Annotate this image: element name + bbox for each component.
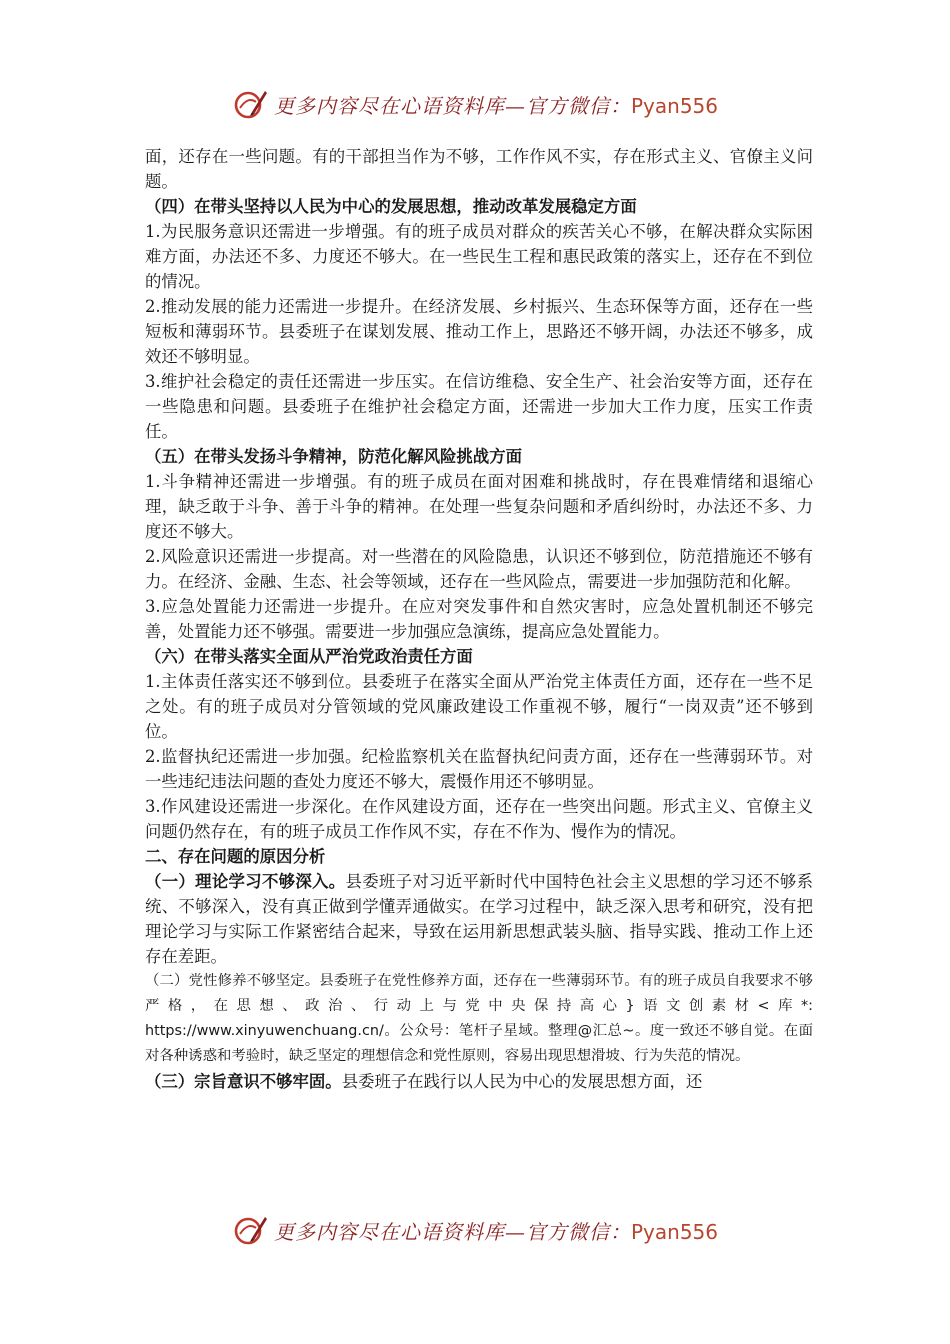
paragraph-text: 3.维护社会稳定的责任还需进一步压实。在信访维稳、安全生产、社会治安等方面，还存在一些隐患和问题。县委班子在维护社会稳定方面，还需进一步加大工作力度，压实工作责任。 xyxy=(145,372,813,441)
wechat-id: Pyan556 xyxy=(630,1219,718,1244)
paragraph-text: 1.主体责任落实还不够到位。县委班子在落实全面从严治党主体责任方面，还存在一些不足之处。有的班子成员对分管领域的党风廉政建设工作重视不够，履行“一岗双责”还不够到位。 xyxy=(145,672,813,741)
paragraph-text: （二）党性修养不够坚定。县委班子在党性修养方面，还存在一些薄弱环节。有的班子成员自我要求不够严格，在思想、政治、行动上与党中央保持高心}语文创素材<库*: https://www.xinyuwenchuang.cn/。公众号：笔杆子星域。整理@汇总~。度一致还不够自觉。在面对各种诱惑和考验时，缺乏坚定的理想信念和党性原则，容易出现思想滑坡、行为失范的情况。 xyxy=(145,973,813,1064)
footer-banner xyxy=(0,1208,950,1252)
section-heading: （四）在带头坚持以人民为中心的发展思想，推动改革发展稳定方面 xyxy=(145,197,637,216)
paragraph-text: 县委班子对习近平新时代中国特色社会主义思想的学习还不够系统、不够深入，没有真正做到学懂弄通做实。在学习过程中，缺乏深入思考和研究，没有把理论学习与实际工作紧密结合起来，导致在运用新思想武装头脑、指导实践、推动工作上还存在差距。 xyxy=(145,872,814,966)
paragraph-text: 县委班子在践行以人民为中心的发展思想方面，还 xyxy=(341,1072,703,1091)
paragraph-text: 2.风险意识还需进一步提高。对一些潜在的风险隐患，认识还不够到位，防范措施还不够有力。在经济、金融、生态、社会等领域，还存在一些风险点，需要进一步加强防范和化解。 xyxy=(145,547,813,591)
paragraph xyxy=(145,869,813,969)
paragraph-text: 1.斗争精神还需进一步增强。有的班子成员在面对困难和挑战时，存在畏难情绪和退缩心理，缺乏敢于斗争、善于斗争的精神。在处理一些复杂问题和矛盾纠纷时，办法还不多、力度还不够大。 xyxy=(145,472,813,541)
paragraph xyxy=(145,794,813,844)
paragraph-text: 3.应急处置能力还需进一步提升。在应对突发事件和自然灾害时，应急处置机制还不够完善，处置能力还不够强。需要进一步加强应急演练，提高应急处置能力。 xyxy=(145,597,813,641)
paragraph-text: 2.监督执纪还需进一步加强。纪检监察机关在监督执纪问责方面，还存在一些薄弱环节。对一些违纪违法问题的查处力度还不够大，震慑作用还不够明显。 xyxy=(145,747,813,791)
paragraph xyxy=(145,594,813,644)
paragraph xyxy=(145,144,813,194)
paragraph xyxy=(145,219,813,294)
banner-title: 更多内容尽在心语资料库—官方微信：Pyan556 xyxy=(273,1219,718,1244)
section-heading: （五）在带头发扬斗争精神，防范化解风险挑战方面 xyxy=(145,447,522,466)
paragraph xyxy=(145,469,813,544)
paragraph xyxy=(145,669,813,744)
paragraph xyxy=(145,369,813,444)
paragraph xyxy=(145,294,813,369)
paragraph xyxy=(145,1069,813,1094)
paragraph xyxy=(145,744,813,794)
paragraph xyxy=(145,544,813,594)
paragraph-text: 1.为民服务意识还需进一步增强。有的班子成员对群众的疾苦关心不够，在解决群众实际困难方面，办法还不多、力度还不够大。在一些民生工程和惠民政策的落实上，还存在不到位的情况。 xyxy=(145,222,813,291)
section-heading: 二、存在问题的原因分析 xyxy=(145,847,326,866)
document-body xyxy=(145,144,813,1094)
paragraph-lead: （三）宗旨意识不够牢固。 xyxy=(145,1072,342,1091)
paragraph-text: 面，还存在一些问题。有的干部担当作为不够，工作作风不实，存在形式主义、官僚主义问题。 xyxy=(145,147,813,191)
banner-title: 更多内容尽在心语资料库—官方微信：Pyan556 xyxy=(273,93,718,118)
section-heading: （六）在带头落实全面从严治党政治责任方面 xyxy=(145,647,473,666)
pen-logo-icon xyxy=(232,86,268,122)
paragraph-lead: （一）理论学习不够深入。 xyxy=(145,872,346,891)
header-banner xyxy=(0,82,950,126)
pen-logo-icon xyxy=(232,1212,268,1248)
paragraph-text: 3.作风建设还需进一步深化。在作风建设方面，还存在一些突出问题。形式主义、官僚主义问题仍然存在，有的班子成员工作作风不实，存在不作为、慢作为的情况。 xyxy=(145,797,813,841)
wechat-id: Pyan556 xyxy=(630,93,718,118)
paragraph-text: 2.推动发展的能力还需进一步提升。在经济发展、乡村振兴、生态环保等方面，还存在一些短板和薄弱环节。县委班子在谋划发展、推动工作上，思路还不够开阔，办法还不够多，成效还不够明显。 xyxy=(145,297,813,366)
paragraph xyxy=(145,969,813,1069)
